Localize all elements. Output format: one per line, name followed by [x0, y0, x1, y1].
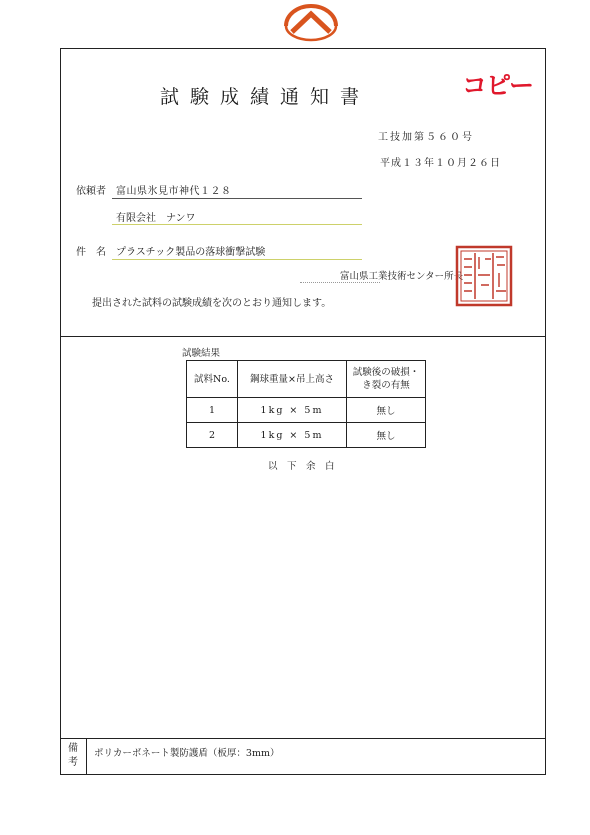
cell-condition: 1kg × 5m [238, 398, 347, 423]
table-row [187, 423, 426, 448]
copy-stamp: コピー [462, 71, 534, 100]
cell-damage: 無し [347, 423, 426, 448]
end-note: 以 下 余 白 [268, 461, 335, 472]
client-label: 依頼者 [76, 186, 106, 197]
col-condition: 鋼球重量×吊上高さ [238, 361, 347, 398]
results-header-row [187, 361, 426, 398]
official-seal-icon [455, 245, 513, 307]
client-company-underline [112, 224, 362, 225]
col-sample-no: 試料No. [187, 361, 238, 398]
cell-condition: 1kg × 5m [238, 423, 347, 448]
subject-label: 件 名 [76, 247, 106, 258]
cell-sample-no: 1 [187, 398, 238, 423]
issue-date: 平成１３年１０月２６日 [380, 158, 501, 169]
col-damage: 試験後の破損・き裂の有無 [347, 361, 426, 398]
subject-value: プラスチック製品の落球衝撃試験 [116, 247, 266, 258]
organization-logo-icon [282, 2, 340, 42]
client-company: 有限会社 ナンワ [116, 213, 196, 224]
client-address: 富山県氷見市神代１２８ [116, 186, 232, 197]
table-row [187, 398, 426, 423]
cell-damage: 無し [347, 398, 426, 423]
remarks-text: ポリカーボネート製防護盾（板厚：3mm） [94, 748, 280, 759]
cell-sample-no: 2 [187, 423, 238, 448]
document-number: 工技加第５６０号 [378, 132, 474, 143]
subject-underline [112, 259, 362, 260]
results-table [186, 360, 426, 448]
notice-text: 提出された試料の試験成績を次のとおり通知します。 [92, 298, 332, 309]
document-title: 試験成績通知書 [160, 86, 371, 108]
issuer-dotted-line [300, 282, 380, 283]
remarks-divider [60, 738, 546, 739]
header-divider [60, 336, 546, 337]
remarks-label: 備考 [68, 743, 78, 768]
results-heading: 試験結果 [182, 348, 221, 359]
client-address-underline [112, 198, 362, 199]
issuer-name: 富山県工業技術センター所長 [340, 271, 464, 282]
remarks-label-divider [86, 738, 87, 775]
